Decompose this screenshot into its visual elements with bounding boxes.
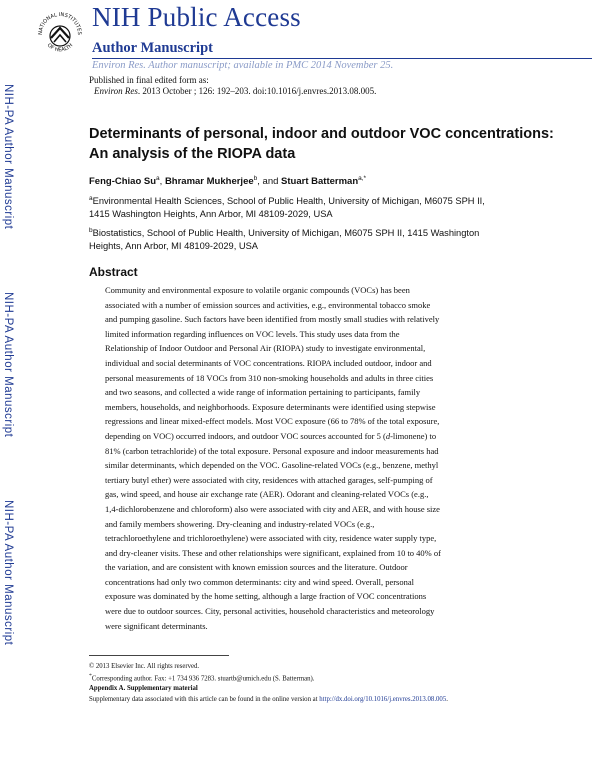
- abstract-line: personal measurements of 18 VOCs from 310 non-smoking households and adults in three cities: [105, 372, 434, 383]
- author-name: Feng-Chiao Su: [89, 176, 157, 188]
- abstract-line: concentrations had only two common determinants: city and wind speed. Overall, personal: [105, 576, 414, 587]
- author-separator: , and: [257, 176, 282, 188]
- abstract-line: Community and environmental exposure to volatile organic compounds (VOCs) has been: [105, 285, 410, 295]
- supplementary-note: [89, 696, 448, 703]
- sidebar-label-2: NIH-PA Author Manuscript: [2, 292, 14, 438]
- abstract-heading: Abstract: [89, 265, 138, 279]
- sidebar-label-1: NIH-PA Author Manuscript: [2, 84, 14, 230]
- header-subtitle: Author Manuscript: [92, 40, 213, 56]
- svg-text:NATIONAL INSTITUTES: [38, 12, 82, 35]
- author-affiliation-mark: a: [156, 175, 160, 182]
- abstract-line: were significant determinants.: [105, 620, 208, 631]
- abstract-line: depending on VOC) occurred indoors, and outdoor VOC sources accounted for 5 (d-limonene) to: [105, 430, 437, 441]
- abstract-body: [105, 283, 580, 633]
- citation-details: . 2013 October ; 126: 192–203. doi:10.1016/j.envres.2013.08.005.: [137, 86, 377, 96]
- abstract-line: exposure was dominated by the home setting, although a large fraction of VOC concentrations: [105, 591, 427, 602]
- affiliation-line: Heights, Ann Arbor, MI 48109-2029, USA: [89, 241, 258, 252]
- abstract-line: gas, wind speed, and house air exchange rate (AER). Odorant and cleaning-related VOCs (e.g.,: [105, 489, 429, 500]
- author-list: [89, 175, 366, 187]
- appendix-heading-text: Appendix A. Supplementary material: [89, 685, 198, 692]
- abstract-line: and family members showering. Dry-cleaning and industry-related VOCs (e.g.,: [105, 518, 375, 529]
- citation-journal: Environ Res: [94, 86, 138, 96]
- abstract-line: tertiary butyl ether) were associated with city, residences with attached garages, self-pumping of: [105, 474, 433, 485]
- svg-text:OF HEALTH: [46, 43, 74, 54]
- abstract-line: individual and social determinants of VOC concentrations. RIOPA included outdoor, indoor and: [105, 357, 432, 368]
- author-name: Bhramar Mukherjee: [164, 176, 254, 188]
- author-affiliation-mark: b: [253, 175, 258, 182]
- abstract-line: tetrachloroethylene and trichloroethylene) were associated with city, residence water supply type,: [105, 533, 437, 544]
- author-affiliation-mark: a,*: [358, 175, 367, 182]
- corresponding-author-note: [89, 673, 314, 682]
- copyright-note: © 2013 Elsevier Inc. All rights reserved.: [89, 663, 200, 670]
- logo-text-bottom: OF HEALTH: [45, 42, 75, 54]
- affiliation-b: [89, 224, 579, 253]
- citation: [94, 86, 376, 96]
- logo-text-top: NATIONAL INSTITUTES: [37, 11, 83, 36]
- nih-logo: [34, 4, 86, 62]
- abstract-line: similar determinants, which depended on the VOC. Gasoline-related VOCs (e.g., benzene, methyl: [105, 460, 439, 471]
- abstract-line: were due to outdoor sources. City, personal activities, household characteristics and meteorology: [105, 606, 435, 617]
- published-in-label: Published in final edited form as:: [89, 75, 209, 85]
- supplementary-link[interactable]: http://dx.doi.org/10.1016/j.envres.2013.08.005: [319, 696, 447, 703]
- abstract-line: limited information regarding influences on VOC levels. This study uses data from the: [105, 328, 400, 339]
- abstract-line: and dry-cleaner visits. These and other relationships were significant, explained from 10 to 40% of: [105, 547, 441, 558]
- corresponding-mark: *: [89, 673, 92, 679]
- abstract-line: Relationship of Indoor Outdoor and Personal Air (RIOPA) study to investigate environmental,: [105, 343, 426, 354]
- availability-journal: Environ Res.: [92, 60, 146, 71]
- affiliation-line: Environmental Health Sciences, School of Public Health, University of Michigan, M6075 SPH II,: [92, 196, 485, 207]
- header-title: NIH Public Access: [92, 2, 301, 32]
- affiliation-a: [89, 192, 579, 221]
- abstract-line: and two seasons, and collected a wide range of information pertaining to participants, family: [105, 387, 421, 398]
- author-name: Stuart Batterman: [281, 176, 359, 188]
- corresponding-text: Corresponding author. Fax: +1 734 936 7283. stuartb@umich.edu (S. Batterman).: [91, 675, 315, 683]
- availability-text: Author manuscript; available in PMC 2014 November 25.: [145, 60, 394, 71]
- abstract-line: associated with a number of emission sources and activities, e.g., environmental tobacco smoke: [105, 299, 431, 310]
- abstract-line: regressions and linear mixed-effect models. Most VOC exposure (66 to 78% of the total exposure,: [105, 416, 440, 427]
- supplementary-end: .: [446, 696, 448, 703]
- article-title: Determinants of personal, indoor and outdoor VOC concentrations: An analysis of the RIOPA data: [89, 126, 554, 162]
- abstract-line: the variation, and are consistent with known emission sources and the literature. Outdoor: [105, 562, 408, 573]
- author-separator: ,: [159, 176, 165, 188]
- affiliation-mark: b: [89, 227, 93, 234]
- abstract-line: members, households, and neighborhoods. Exposure determinants were identified using stepwise: [105, 401, 436, 412]
- availability-note: [92, 60, 393, 71]
- affiliation-mark: a: [89, 195, 93, 202]
- affiliation-line: 1415 Washington Heights, Ann Arbor, MI 48109-2029, USA: [89, 209, 333, 220]
- abstract-line: and pumping gasoline. Such factors have been identified from mostly small studies with relatively: [105, 314, 440, 325]
- footnote-divider: [89, 655, 229, 656]
- abstract-line: 81% (carbon tetrachloride) of the total exposure. Personal exposure and indoor measurements had: [105, 445, 439, 456]
- affiliation-line: Biostatistics, School of Public Health, University of Michigan, M6075 SPH II, 1415 Washington: [92, 228, 480, 239]
- abstract-line: 1,4-dichlorobenzene and chloroform) also were associated with city and AER, and with house size: [105, 503, 440, 514]
- header-divider: [92, 58, 592, 59]
- appendix-heading: [89, 685, 198, 692]
- sidebar-label-3: NIH-PA Author Manuscript: [2, 500, 14, 646]
- supplementary-text: Supplementary data associated with this article can be found in the online version at: [89, 696, 320, 703]
